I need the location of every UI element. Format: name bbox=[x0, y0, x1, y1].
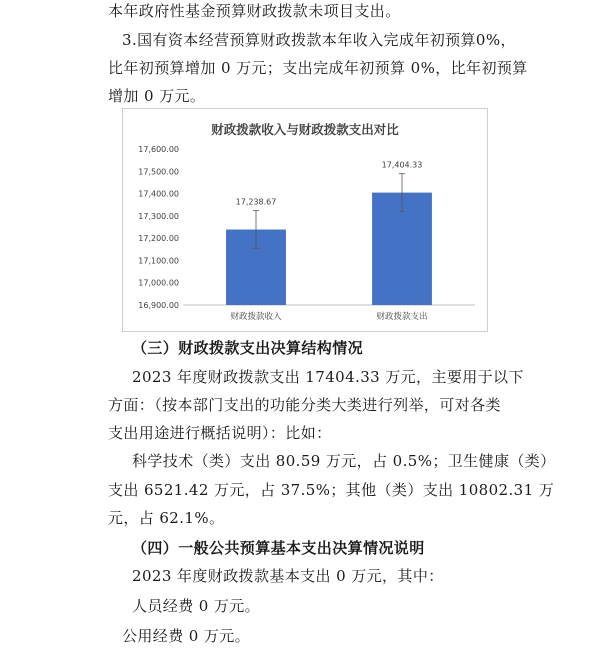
y-tick-label: 17,400.00 bbox=[138, 189, 179, 199]
paragraph-line: 科学技术（类）支出 80.59 万元，占 0.5%；卫生健康（类） bbox=[132, 452, 556, 470]
x-tick-label: 财政拨款支出 bbox=[376, 312, 428, 322]
paragraph-line: 比年初预算增加 0 万元；支出完成年初预算 0%，比年初预算 bbox=[108, 59, 528, 77]
paragraph-line: 2023 年度财政拨款支出 17404.33 万元，主要用于以下 bbox=[132, 368, 524, 386]
y-tick-label: 17,100.00 bbox=[138, 256, 179, 266]
paragraph-line: 3.国有资本经营预算财政拨款本年收入完成年初预算0%， bbox=[122, 31, 516, 49]
y-tick-label: 17,200.00 bbox=[138, 234, 179, 244]
paragraph-line: 元，占 62.1%。 bbox=[108, 509, 225, 527]
chart-svg bbox=[123, 109, 487, 331]
paragraph-line: 公用经费 0 万元。 bbox=[122, 627, 251, 645]
y-tick-label: 17,300.00 bbox=[138, 211, 179, 221]
data-label: 17,238.67 bbox=[235, 197, 277, 207]
section-heading-4: （四）一般公共预算基本支出决算情况说明 bbox=[132, 539, 425, 557]
x-tick-label: 财政拨款收入 bbox=[230, 312, 282, 322]
expenditure-chart bbox=[122, 108, 488, 332]
section-heading-3: （三）财政拨款支出决算结构情况 bbox=[132, 339, 364, 357]
y-tick-label: 17,600.00 bbox=[138, 145, 179, 154]
y-tick-label: 16,900.00 bbox=[138, 301, 179, 310]
paragraph-line: 支出用途进行概括说明）：比如： bbox=[108, 424, 332, 442]
paragraph-line: 本年政府性基金预算财政拨款未项目支出。 bbox=[108, 2, 401, 20]
paragraph-line: 方面：（按本部门支出的功能分类大类进行列举，可对各类 bbox=[108, 396, 501, 414]
y-tick-label: 17,000.00 bbox=[138, 278, 179, 288]
paragraph-line: 2023 年度财政拨款基本支出 0 万元，其中： bbox=[132, 567, 444, 585]
paragraph-line: 支出 6521.42 万元，占 37.5%；其他（类）支出 10802.31 万 bbox=[108, 481, 555, 499]
chart-title: 财政拨款收入与财政拨款支出对比 bbox=[211, 122, 399, 137]
paragraph-line: 增加 0 万元。 bbox=[108, 87, 206, 105]
data-label: 17,404.33 bbox=[381, 160, 423, 170]
paragraph-line: 人员经费 0 万元。 bbox=[132, 597, 261, 615]
y-tick-label: 17,500.00 bbox=[138, 167, 179, 177]
